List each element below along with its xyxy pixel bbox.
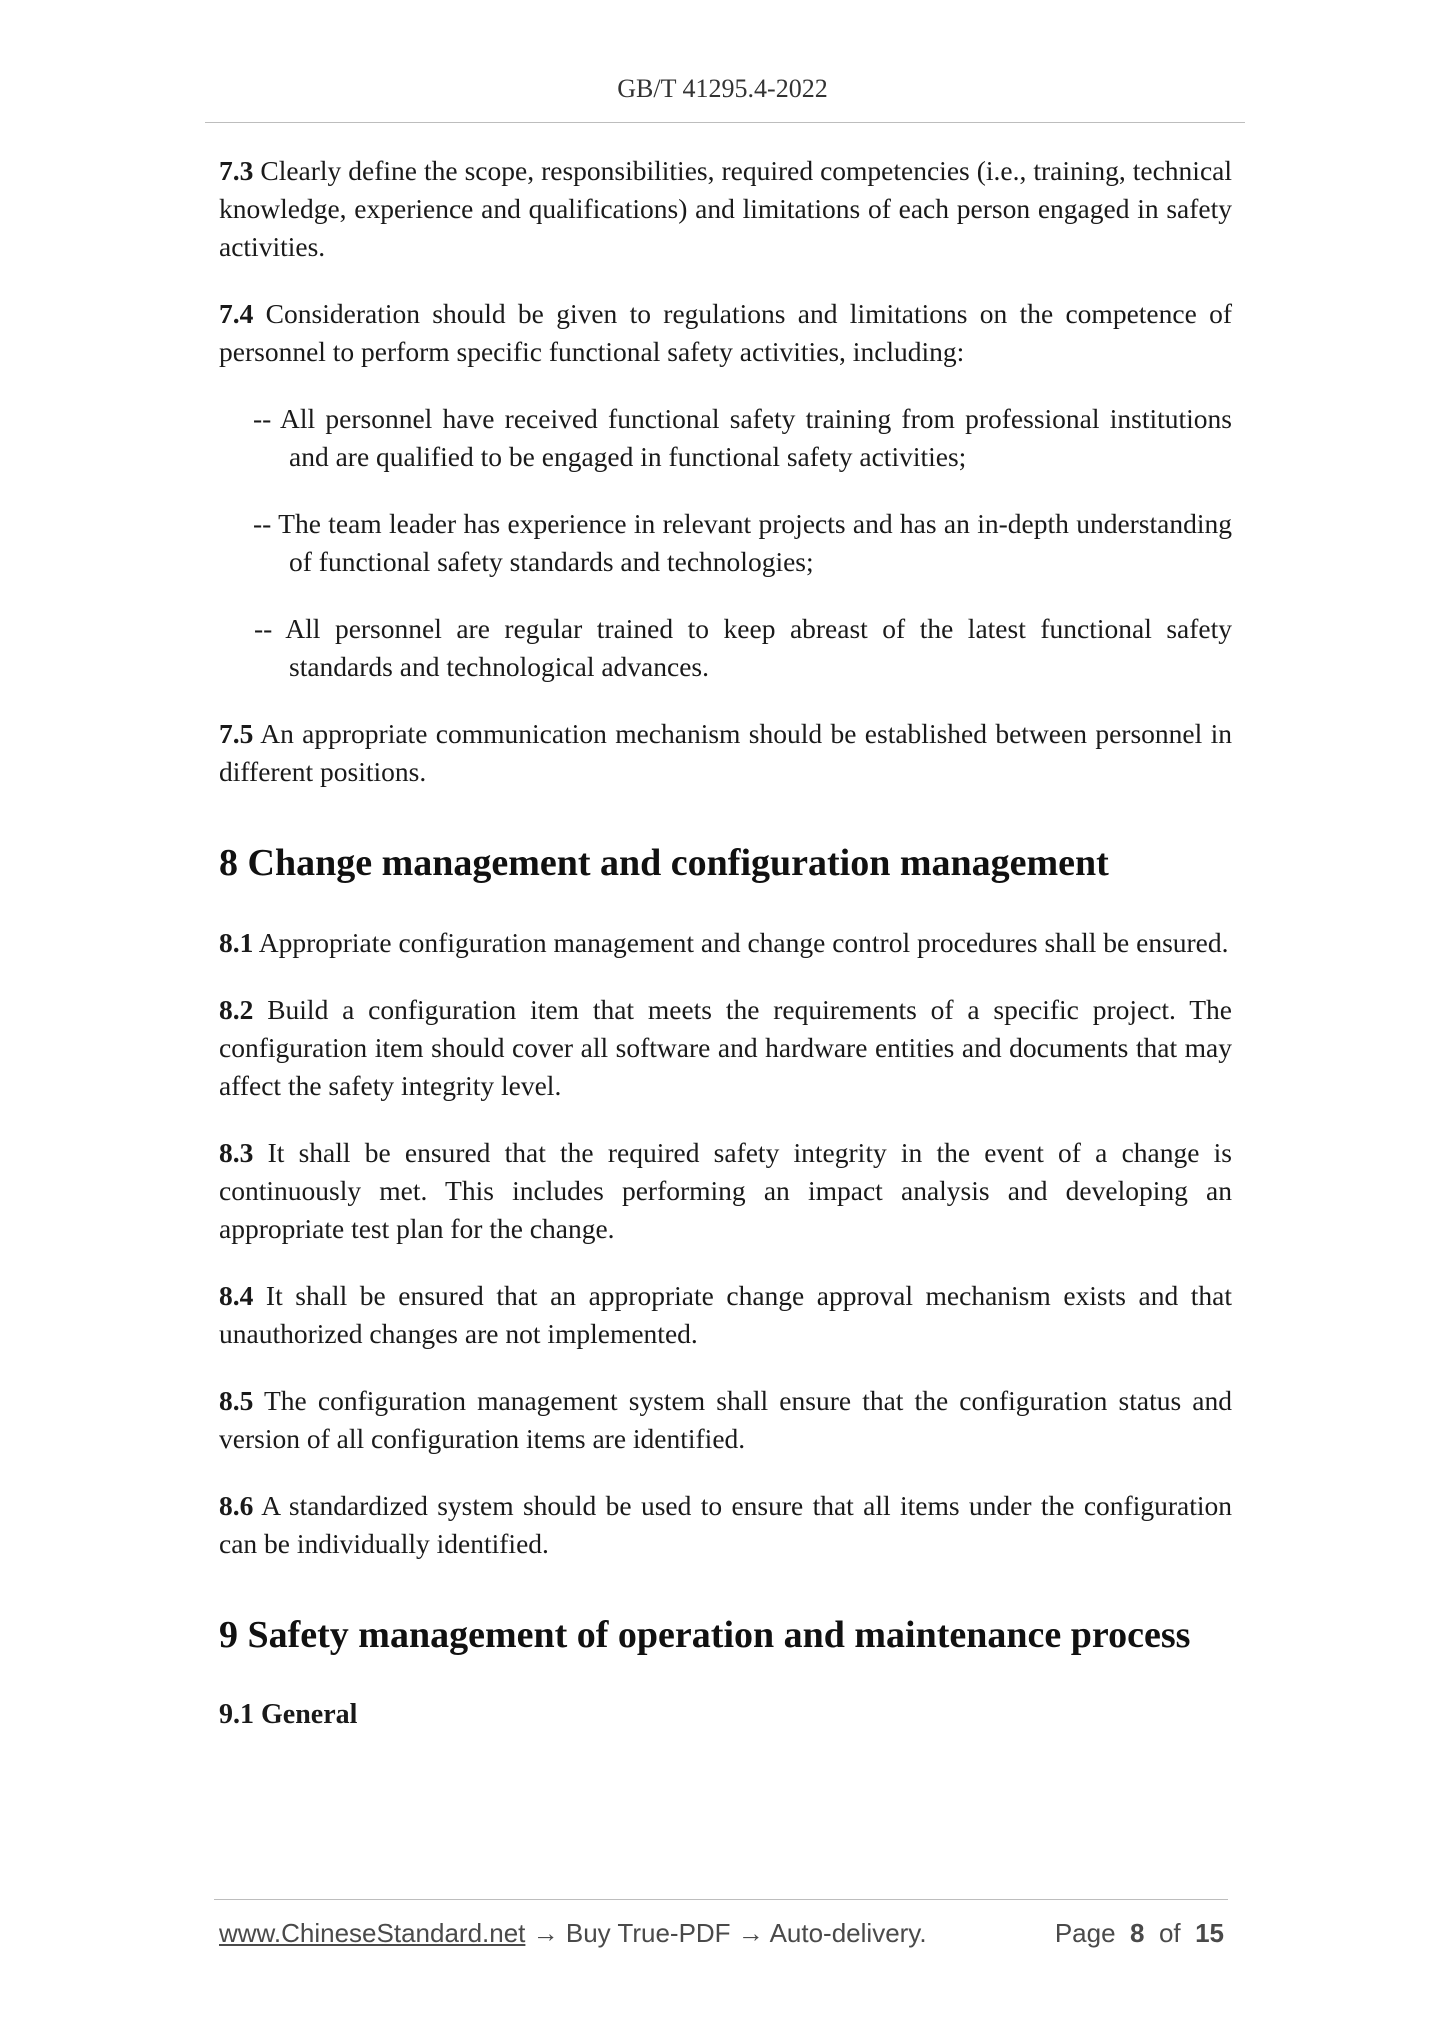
clause-text: The configuration management system shall ensure that the configuration status and version of all configuration items are identified.: [219, 1385, 1232, 1454]
page-label: Page: [1054, 1918, 1116, 1948]
current-page-number: 8: [1130, 1918, 1145, 1948]
footer-divider: [214, 1899, 1228, 1900]
clause-text: Clearly define the scope, responsibilities, required competencies (i.e., training, technical knowledge, experience and qualifications) and limitations of each person engaged in safety activities.: [219, 155, 1232, 262]
clause-text: Consideration should be given to regulations and limitations on the competence of personnel to perform specific functional safety activities, including:: [219, 298, 1232, 367]
clause-number: 8.5: [219, 1385, 254, 1416]
footer-promo: [219, 1918, 927, 1949]
footer-promo-text: → Buy True-PDF → Auto-delivery.: [525, 1918, 927, 1948]
list-item: -- All personnel are regular trained to keep abreast of the latest functional safety standards and technological advances.: [254, 613, 1232, 682]
section-heading-9: 9 Safety management of operation and maintenance process: [219, 1614, 1191, 1656]
list-item: -- All personnel have received functional safety training from professional institutions and are qualified to be engaged in functional safety activities;: [253, 403, 1232, 472]
of-label: of: [1158, 1918, 1181, 1948]
total-pages-number: 15: [1195, 1918, 1224, 1948]
clause-text: An appropriate communication mechanism should be established between personnel in different positions.: [219, 718, 1232, 787]
page-footer: [219, 1918, 1224, 1954]
clause-7-3: [219, 152, 1232, 266]
running-header: GB/T 41295.4-2022: [617, 74, 828, 103]
header-divider: [205, 122, 1245, 123]
clause-number: 8.3: [219, 1137, 254, 1168]
clause-8-3: [219, 1134, 1232, 1248]
clause-7-4: [219, 295, 1232, 371]
clause-text: It shall be ensured that the required safety integrity in the event of a change is continuously met. This includes performing an impact analysis and developing an appropriate test plan for the change.: [219, 1137, 1232, 1244]
clause-8-5: [219, 1382, 1232, 1458]
clause-text: Appropriate configuration management and change control procedures shall be ensured.: [253, 927, 1229, 958]
clause-8-4: [219, 1277, 1232, 1353]
clause-text: It shall be ensured that an appropriate change approval mechanism exists and that unauthorized changes are not implemented.: [219, 1280, 1232, 1349]
clause-8-1: [219, 924, 1232, 962]
clause-text: Build a configuration item that meets the requirements of a specific project. The configuration item should cover all software and hardware entities and documents that may affect the safety integrity level.: [219, 994, 1232, 1101]
clause-number: 7.5: [219, 718, 254, 749]
site-link[interactable]: www.ChineseStandard.net: [219, 1918, 526, 1948]
clause-text: A standardized system should be used to ensure that all items under the configuration can be individually identified.: [219, 1490, 1232, 1559]
clause-number: 8.4: [219, 1280, 254, 1311]
page-indicator: [1055, 1918, 1224, 1949]
clause-number: 8.1: [219, 927, 254, 958]
list-item: -- The team leader has experience in relevant projects and has an in-depth understanding of functional safety standards and technologies;: [253, 508, 1232, 577]
clause-8-2: [219, 991, 1232, 1105]
section-heading-8: 8 Change management and configuration management: [219, 842, 1109, 884]
clause-number: 8.6: [219, 1490, 254, 1521]
clause-7-5: [219, 715, 1232, 791]
subsection-heading-9-1: 9.1 General: [219, 1699, 358, 1730]
page-content: [219, 152, 1232, 1734]
clause-number: 8.2: [219, 994, 254, 1025]
clause-number: 7.3: [219, 155, 254, 186]
clause-number: 7.4: [219, 298, 254, 329]
clause-8-6: [219, 1487, 1232, 1563]
